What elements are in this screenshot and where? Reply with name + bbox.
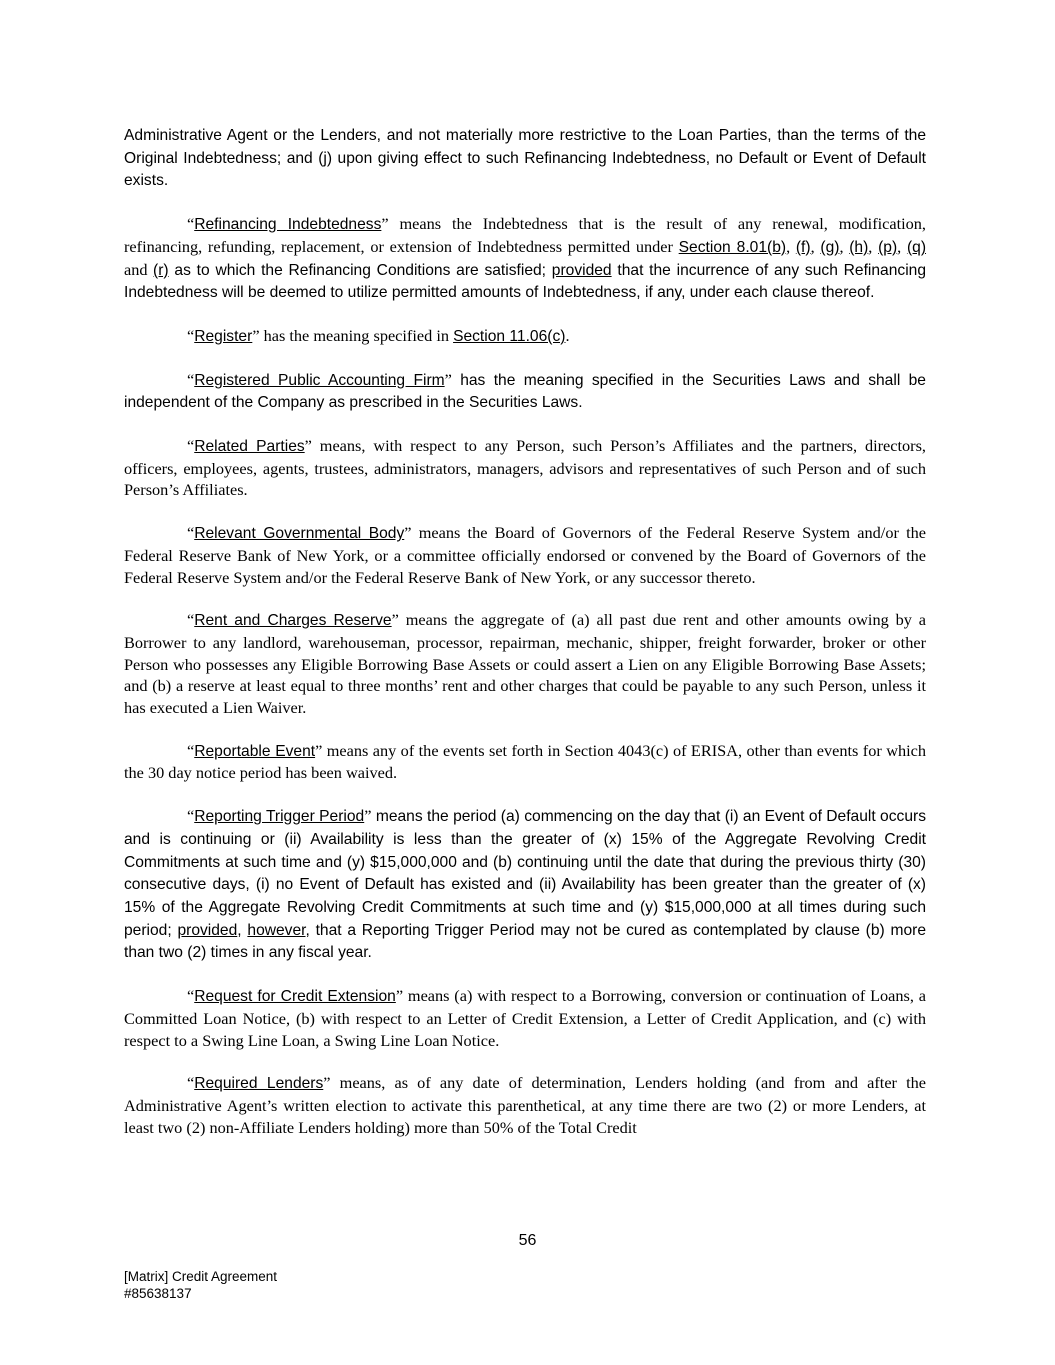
defined-term: Related Parties [194,438,305,456]
proviso-term: however [247,921,306,939]
footer-document-id: #85638137 [124,1286,192,1301]
document-body [124,124,926,1159]
defined-term: Relevant Governmental Body [194,525,405,543]
definition-reporting-trigger-period: “Reporting Trigger Period” means the period (a) commencing on the day that (i) an Event of Default occurs and is continuing or (ii) Availability is less than the greater of (x) 15% of the Aggregate Revolving Credit Commitments at such time and (y) $15,000,000 and (b) continuing until the date that during the previous thirty (30) consecutive days, (i) no Event of Default has existed and (ii) Availability has been greater than the greater of (x) 15% of the Aggregate Revolving Credit Commitments at such time and (y) $15,000,000 at all times during such period; provided, however, that a Reporting Trigger Period may not be cured as contemplated by clause (b) more than two (2) times in any fiscal year. [124,806,926,962]
definition-relevant-governmental-body: “Relevant Governmental Body” means the Board of Governors of the Federal Reserve System and/or the Federal Reserve Bank of New York, or a committee officially endorsed or convened by the Board of Governors of the Federal Reserve System and/or the Federal Reserve Bank of New York, or any successor thereto. [124,523,926,587]
definition-refinancing-indebtedness: “Refinancing Indebtedness” means the Indebtedness that is the result of any renewal, modification, refinancing, refunding, replacement, or extension of Indebtedness permitted under Section 8.01(b), (f), (g), (h), (p), (q) and (r) as to which the Refinancing Conditions are satisfied; provided that the incurrence of any such Refinancing Indebtedness will be deemed to utilize permitted amounts of Indebtedness, if any, under each clause thereof. [124,214,927,302]
definition-required-lenders: “Required Lenders” means, as of any date of determination, Lenders holding (and from and after the Administrative Agent’s written election to activate this parenthetical, at any time there are two (2) or more Lenders, at least two (2) non-Affiliate Lenders holding) more than 50% of the Total Credit [124,1073,926,1137]
clause-reference: (h) [849,238,869,256]
footer-document-title: [Matrix] Credit Agreement [124,1269,278,1284]
clause-reference: (f) [795,238,811,256]
defined-term: Refinancing Indebtedness [194,216,382,234]
section-reference: Section 8.01(b) [678,238,787,256]
definition-register: “Register” has the meaning specified in Section 11.06(c). [187,325,570,345]
defined-term: Register [194,327,253,345]
clause-reference: (p) [878,238,898,256]
page-number: 56 [518,1232,537,1249]
defined-term: Reporting Trigger Period [194,808,365,826]
defined-term: Registered Public Accounting Firm [194,371,445,389]
clause-reference: (q) [906,238,927,256]
proviso-term: provided [177,921,238,939]
proviso-term: provided [551,261,612,279]
definition-request-for-credit-extension: “Request for Credit Extension” means (a) with respect to a Borrowing, conversion or continuation of Loans, a Committed Loan Notice, (b) with respect to an Letter of Credit Extension, a Letter of Credit Application, and (c) with respect to a Swing Line Loan, a Swing Line Loan Notice. [124,986,926,1050]
clause-reference: (r) [153,261,169,279]
defined-term: Reportable Event [194,742,316,760]
defined-term: Rent and Charges Reserve [194,612,392,630]
definition-rent-and-charges-reserve: “Rent and Charges Reserve” means the aggregate of (a) all past due rent and other amounts owing by a Borrower to any landlord, warehouseman, processor, repairman, mechanic, shipper, freight forwarder, broker or other Person who possesses any Eligible Borrowing Base Assets or could assert a Lien on any Eligible Borrowing Base Assets; and (b) a reserve at least equal to three months’ rent and other charges that could be payable to any such Person, unless it has executed a Lien Waiver. [124,610,926,718]
defined-term: Request for Credit Extension [194,988,396,1006]
definition-registered-public-accounting-firm: “Registered Public Accounting Firm” has the meaning specified in the Securities Laws and shall be independent of the Company as prescribed in the Securities Laws. [124,369,926,412]
document-footer [124,1268,277,1302]
definition-related-parties: “Related Parties” means, with respect to any Person, such Person’s Affiliates and the partners, directors, officers, employees, agents, trustees, administrators, managers, advisors and representatives of such Person and of such Person’s Affiliates. [124,436,926,500]
defined-term: Required Lenders [194,1075,324,1093]
paragraph-continuation: Administrative Agent or the Lenders, and not materially more restrictive to the Loan Parties, than the terms of the Original Indebtedness; and (j) upon giving effect to such Refinancing Indebtedness, no Default or Event of Default exists. [124,127,926,190]
section-reference: Section 11.06(c) [453,327,566,345]
definition-reportable-event: “Reportable Event” means any of the events set forth in Section 4043(c) of ERISA, other than events for which the 30 day notice period has been waived. [124,740,926,783]
clause-reference: (g) [820,238,840,256]
